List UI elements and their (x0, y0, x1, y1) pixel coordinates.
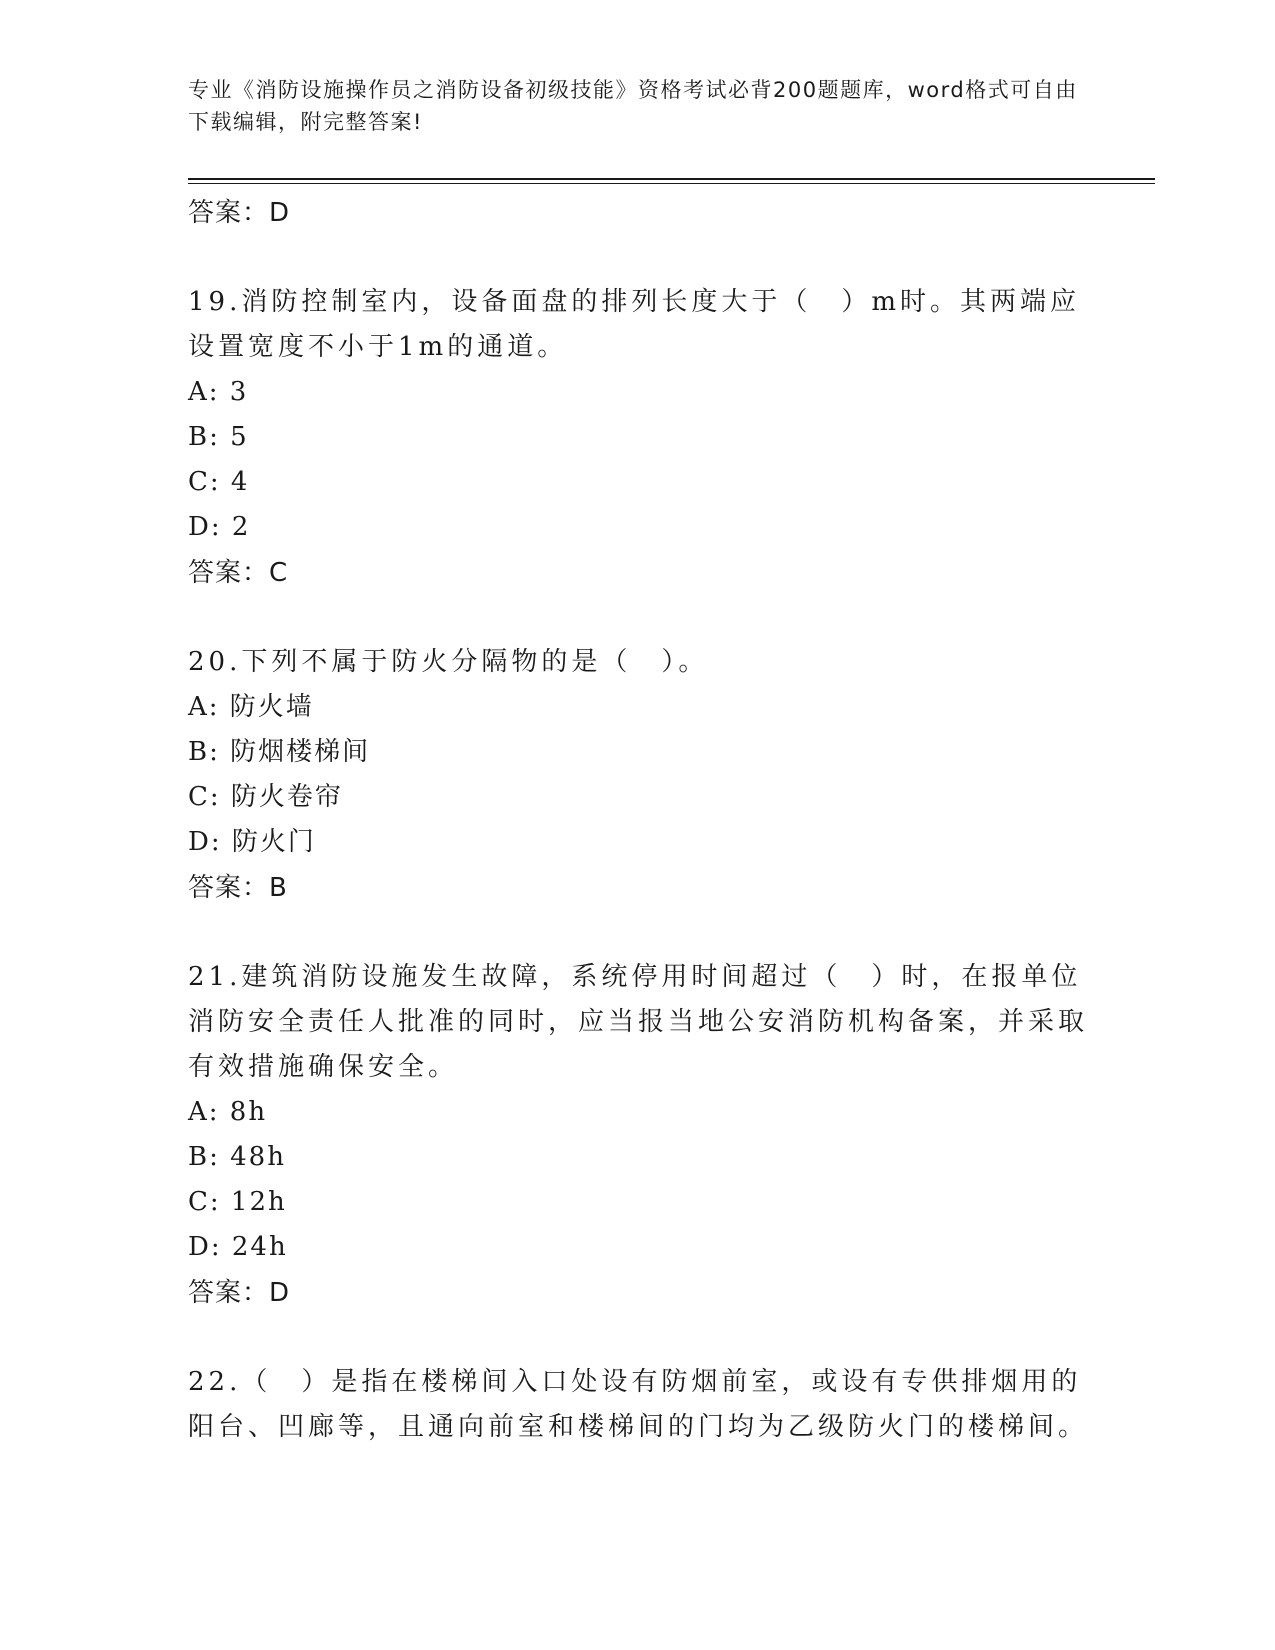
answer-line: 答案：D (188, 1278, 291, 1308)
question-stem: 19.消防控制室内，设备面盘的排列长度大于（ ）m时。其两端应设置宽度不小于1m的通道。 (188, 287, 1081, 362)
answer-line: 答案：B (188, 873, 288, 903)
option-c: C: 4 (188, 467, 250, 497)
question-list (188, 190, 1088, 1450)
answer-line: 答案：D (188, 198, 291, 228)
answer-line: 答案：C (188, 558, 289, 588)
option-b: B: 防烟楼梯间 (188, 737, 371, 767)
document-header: 专业《消防设施操作员之消防设备初级技能》资格考试必背200题题库，word格式可自由下载编辑，附完整答案! (188, 78, 1078, 134)
option-b: B: 5 (188, 422, 249, 452)
option-d: D: 防火门 (188, 827, 316, 857)
option-c: C: 防火卷帘 (188, 782, 343, 812)
option-d: D: 2 (188, 512, 251, 542)
header-divider-thin (188, 183, 1155, 184)
option-a: A: 防火墙 (188, 692, 314, 722)
option-d: D: 24h (188, 1232, 288, 1262)
option-b: B: 48h (188, 1142, 286, 1172)
option-a: A: 3 (188, 377, 249, 407)
option-c: C: 12h (188, 1187, 287, 1217)
question-stem: 20.下列不属于防火分隔物的是（ ）。 (188, 647, 709, 677)
header-divider (188, 178, 1155, 180)
question-stem: 21.建筑消防设施发生故障，系统停用时间超过（ ）时，在报单位消防安全责任人批准的同时，应当报当地公安消防机构备案，并采取有效措施确保安全。 (188, 962, 1089, 1082)
question-stem: 22.（ ）是指在楼梯间入口处设有防烟前室，或设有专供排烟用的阳台、凹廊等，且通向前室和楼梯间的门均为乙级防火门的楼梯间。 (188, 1367, 1089, 1442)
option-a: A: 8h (188, 1097, 268, 1127)
